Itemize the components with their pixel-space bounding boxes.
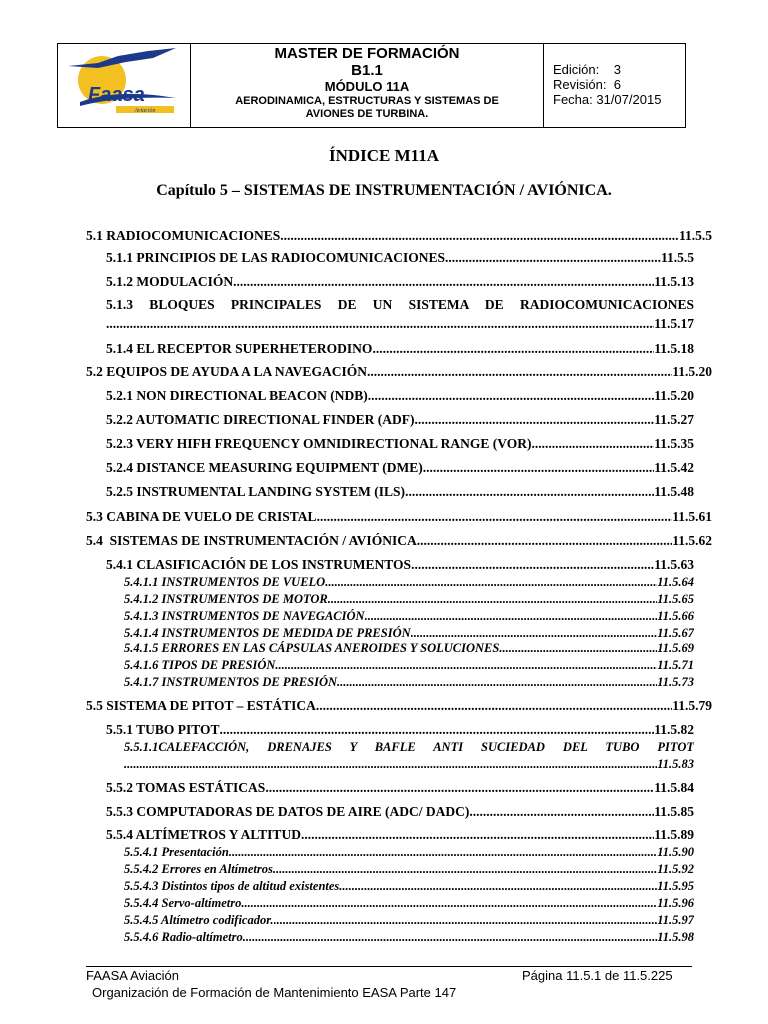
toc-entry-text: 5.2.4 DISTANCE MEASURING EQUIPMENT (DME) xyxy=(106,460,423,475)
toc-leader xyxy=(367,364,672,380)
toc-entry[interactable] xyxy=(86,533,712,549)
toc-entry-text: 5.4.1.5 ERRORES EN LAS CÁPSULAS ANEROIDES Y SOLUCIONES xyxy=(124,641,500,655)
toc-leader xyxy=(229,845,657,860)
toc-entry-text: 5.4.1.4 INSTRUMENTOS DE MEDIDA DE PRESIÓN xyxy=(124,626,411,640)
toc-entry-page: 11.5.90 xyxy=(657,845,694,859)
toc-leader xyxy=(411,557,654,573)
footer-divider xyxy=(86,966,692,967)
toc-entry[interactable] xyxy=(106,804,694,820)
toc-entry-text[interactable]: 5.1.3 BLOQUES PRINCIPALES DE UN SISTEMA DE RADIOCOMUNICACIONES xyxy=(106,297,694,312)
header-edition-block xyxy=(544,44,685,127)
toc-entry-page: 11.5.82 xyxy=(654,722,694,737)
toc-entry-page: 11.5.65 xyxy=(657,592,694,606)
toc-entry-text: 5.5.4.2 Errores en Altímetros xyxy=(124,862,273,876)
toc-entry[interactable] xyxy=(124,658,694,673)
toc-entry-text: 5.4.1.1 INSTRUMENTOS DE VUELO xyxy=(124,575,326,589)
toc-entry-text: 5.4 SISTEMAS DE INSTRUMENTACIÓN / AVIÓNICA xyxy=(86,533,417,548)
toc-entry-text: 5.2.3 VERY HIFH FREQUENCY OMNIDIRECTIONAL RANGE (VOR) xyxy=(106,436,532,451)
toc-entry[interactable] xyxy=(124,575,694,590)
chapter-title: Capítulo 5 – SISTEMAS DE INSTRUMENTACIÓN / AVIÓNICA. xyxy=(156,182,612,199)
toc-entry[interactable] xyxy=(124,845,694,860)
toc-entry-page: 11.5.62 xyxy=(672,533,712,548)
faasa-logo xyxy=(58,44,191,127)
toc-entry-text: 5.1.4 EL RECEPTOR SUPERHETERODINO xyxy=(106,341,373,356)
toc-leader xyxy=(499,641,657,656)
toc-leader xyxy=(328,592,657,607)
toc-leader xyxy=(417,533,673,549)
module-subtitle-1: AERODINAMICA, ESTRUCTURAS Y SISTEMAS DE xyxy=(235,95,499,107)
toc-entry[interactable] xyxy=(106,484,694,500)
toc-entry-text: 5.3 CABINA DE VUELO DE CRISTAL xyxy=(86,509,317,524)
toc-leader xyxy=(445,250,661,266)
toc-entry-page: 11.5.66 xyxy=(657,609,694,623)
footer-page-number: Página 11.5.1 de 11.5.225 xyxy=(522,968,673,983)
toc-leader xyxy=(469,804,654,820)
toc-entry-text: 5.2.1 NON DIRECTIONAL BEACON (NDB) xyxy=(106,388,368,403)
toc-leader xyxy=(415,412,655,428)
toc-entry[interactable] xyxy=(124,913,694,928)
module-subtitle-2: AVIONES DE TURBINA. xyxy=(305,108,429,120)
toc-leader xyxy=(244,896,657,911)
toc-entry-page: 11.5.5 xyxy=(660,250,694,265)
toc-leader xyxy=(220,722,655,738)
footer-organization: Organización de Formación de Mantenimiento EASA Parte 147 xyxy=(92,985,457,1000)
toc-entry-text: 5.2 EQUIPOS DE AYUDA A LA NAVEGACIÓN xyxy=(86,364,367,379)
toc-entry-text: 5.1 RADIOCOMUNICACIONES xyxy=(86,228,281,243)
toc-leader xyxy=(246,930,657,945)
toc-leader xyxy=(325,575,657,590)
toc-leader xyxy=(423,460,654,476)
toc-entry-page: 11.5.63 xyxy=(654,557,694,572)
toc-entry[interactable] xyxy=(106,341,694,357)
toc-entry-text: 5.4.1.6 TIPOS DE PRESIÓN xyxy=(124,658,276,672)
toc-entry[interactable] xyxy=(106,780,694,796)
toc-leader xyxy=(301,827,654,843)
toc-leader xyxy=(275,658,657,673)
toc-entry-text: 5.2.5 INSTRUMENTAL LANDING SYSTEM (ILS) xyxy=(106,484,406,499)
toc-entry-page: 11.5.92 xyxy=(657,862,694,876)
toc-entry-page: 11.5.27 xyxy=(654,412,694,427)
toc-leader xyxy=(280,228,679,244)
toc-entry-page: 11.5.98 xyxy=(657,930,694,944)
toc-entry-text: 5.4.1 CLASIFICACIÓN DE LOS INSTRUMENTOS xyxy=(106,557,412,572)
b11-title: B1.1 xyxy=(351,62,383,79)
toc-entry[interactable] xyxy=(106,827,694,843)
toc-leader xyxy=(532,436,655,452)
toc-entry-page: 11.5.71 xyxy=(657,658,694,672)
toc-leader xyxy=(274,913,658,928)
edition-text: Edición: 3 xyxy=(553,62,621,77)
toc-entry-page: 11.5.95 xyxy=(657,879,694,893)
toc-entry-page: 11.5.42 xyxy=(654,460,694,475)
toc-entry-page: 11.5.84 xyxy=(654,780,694,795)
toc-entry[interactable] xyxy=(86,364,712,380)
logo-subtext: Aviación xyxy=(134,108,156,114)
toc-entry-text: 5.5.4 ALTÍMETROS Y ALTITUD xyxy=(106,827,301,842)
toc-entry[interactable] xyxy=(124,641,694,656)
footer-company: FAASA Aviación xyxy=(86,968,179,983)
toc-entry-page: 11.5.73 xyxy=(657,675,694,689)
toc-entry-page: 11.5.85 xyxy=(654,804,694,819)
toc-entry-page: 11.5.20 xyxy=(654,388,694,403)
toc-entry-page: 11.5.18 xyxy=(654,341,694,356)
toc-entry-text: 5.4.1.3 INSTRUMENTOS DE NAVEGACIÓN xyxy=(124,609,365,623)
toc-entry[interactable] xyxy=(86,228,712,244)
toc-entry-page: 11.5.79 xyxy=(672,698,712,713)
toc-entry[interactable] xyxy=(106,388,694,404)
toc-entry[interactable] xyxy=(106,436,694,452)
toc-entry[interactable] xyxy=(124,609,694,624)
toc-entry-text: 5.1.1 PRINCIPIOS DE LAS RADIOCOMUNICACIONES xyxy=(106,250,446,265)
toc-entry[interactable] xyxy=(124,930,694,945)
revision-text: Revisión: 6 xyxy=(553,77,621,92)
toc-entry[interactable] xyxy=(106,274,694,290)
index-title: ÍNDICE M11A xyxy=(328,146,440,165)
toc-entry-text: 5.5.4.5 Altímetro codificador. xyxy=(124,913,274,927)
toc-leader xyxy=(339,879,657,894)
toc-entry-page: 11.5.67 xyxy=(657,626,694,640)
toc-leader xyxy=(124,757,657,772)
toc-entry-text: 5.5.4.3 Distintos tipos de altitud existentes xyxy=(124,879,340,893)
toc-entry-page: 11.5.69 xyxy=(657,641,694,655)
toc-entry-page: 11.5.83 xyxy=(657,757,694,771)
toc-entry[interactable] xyxy=(124,862,694,877)
toc-entry-page: 11.5.97 xyxy=(657,913,694,927)
master-title: MASTER DE FORMACIÓN xyxy=(274,45,460,62)
toc-entry-text[interactable]: 5.5.1.1CALEFACCIÓN, DRENAJES Y BAFLE ANTI SUCIEDAD DEL TUBO PITOT xyxy=(124,740,694,754)
faasa-logo-graphic xyxy=(58,44,190,127)
toc-entry-page: 11.5.20 xyxy=(672,364,712,379)
module-title: MÓDULO 11A xyxy=(324,79,410,94)
toc-leader xyxy=(233,274,654,290)
toc-entry-text: 5.4.1.2 INSTRUMENTOS DE MOTOR xyxy=(124,592,328,606)
toc-entry[interactable] xyxy=(86,509,712,525)
toc-entry-text: 5.5.4.6 Radio-altímetro. xyxy=(124,930,246,944)
toc-entry[interactable] xyxy=(106,250,694,266)
toc-entry[interactable] xyxy=(106,316,694,332)
toc-entry-text: 5.5.3 COMPUTADORAS DE DATOS DE AIRE (ADC/ DADC) xyxy=(106,804,470,819)
toc-leader xyxy=(273,862,657,877)
toc-entry-text: 5.5.4.1 Presentación xyxy=(124,845,229,859)
logo-text: Faasa xyxy=(88,84,145,106)
toc-entry-page: 11.5.96 xyxy=(657,896,694,910)
toc-leader xyxy=(365,609,658,624)
toc-entry[interactable] xyxy=(124,675,694,690)
toc-entry-page: 11.5.89 xyxy=(654,827,694,842)
toc-entry-page: 11.5.5 xyxy=(678,228,712,243)
toc-entry[interactable] xyxy=(86,698,712,714)
toc-entry[interactable] xyxy=(124,896,694,911)
toc-leader xyxy=(368,388,654,404)
toc-entry[interactable] xyxy=(124,626,694,641)
toc-entry-text: 5.5.4.4 Servo-altímetro. xyxy=(124,896,245,910)
toc-entry-page: 11.5.13 xyxy=(654,274,694,289)
toc-entry[interactable] xyxy=(106,412,694,428)
toc-entry-text: 5.5 SISTEMA DE PITOT – ESTÁTICA xyxy=(86,698,316,713)
toc-entry[interactable] xyxy=(106,557,694,573)
date-text: Fecha: 31/07/2015 xyxy=(553,92,662,107)
toc-entry[interactable] xyxy=(106,460,694,476)
toc-leader xyxy=(106,316,654,332)
toc-entry-text: 5.5.2 TOMAS ESTÁTICAS xyxy=(106,780,266,795)
toc-entry[interactable] xyxy=(124,757,694,772)
toc-leader xyxy=(372,341,654,357)
toc-entry-page: 11.5.48 xyxy=(654,484,694,499)
toc-leader xyxy=(411,626,658,641)
toc-entry-page: 11.5.61 xyxy=(672,509,712,524)
toc-entry-text: 5.5.1 TUBO PITOT xyxy=(106,722,220,737)
toc-leader xyxy=(337,675,657,690)
toc-entry-page: 11.5.64 xyxy=(657,575,694,589)
toc-entry-text: 5.1.2 MODULACIÓN xyxy=(106,274,234,289)
toc-entry[interactable] xyxy=(106,722,694,738)
toc-entry-page: 11.5.35 xyxy=(654,436,694,451)
toc-entry[interactable] xyxy=(124,879,694,894)
header-title-block xyxy=(191,44,544,127)
toc-entry[interactable] xyxy=(124,592,694,607)
toc-entry-page: 11.5.17 xyxy=(654,316,694,331)
header-box xyxy=(57,43,686,128)
toc-leader xyxy=(265,780,654,796)
toc-leader xyxy=(405,484,654,500)
toc-entry-text: 5.2.2 AUTOMATIC DIRECTIONAL FINDER (ADF) xyxy=(106,412,415,427)
toc-leader xyxy=(317,509,673,525)
toc-leader xyxy=(316,698,672,714)
toc-entry-text: 5.4.1.7 INSTRUMENTOS DE PRESIÓN xyxy=(124,675,338,689)
